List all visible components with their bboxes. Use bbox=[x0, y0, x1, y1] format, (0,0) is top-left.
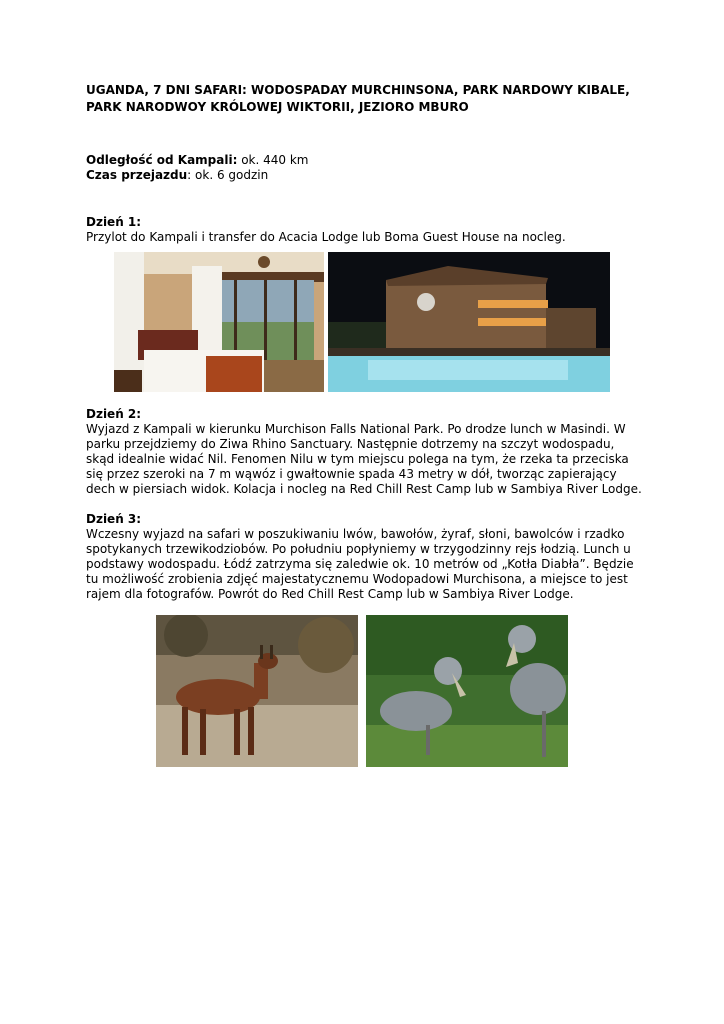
distance-label: Odległość od Kampali: bbox=[86, 153, 238, 167]
document-title: UGANDA, 7 DNI SAFARI: WODOSPADAY MURCHINSONA, PARK NARDOWY KIBALE, PARK NARODWOY KRÓLOWEJ WIKTORII, JEZIORO MBURO bbox=[86, 83, 630, 114]
day-3-photos bbox=[156, 615, 646, 767]
day-1-photos bbox=[114, 252, 646, 392]
day-1-heading: Dzień 1: bbox=[86, 215, 142, 229]
travel-time-line bbox=[86, 168, 646, 183]
distance-value: ok. 440 km bbox=[237, 153, 309, 167]
distance-line bbox=[86, 153, 646, 168]
travel-time-value: : ok. 6 godzin bbox=[187, 168, 269, 182]
day-2-heading: Dzień 2: bbox=[86, 407, 142, 421]
day-1-text: Przylot do Kampali i transfer do Acacia Lodge lub Boma Guest House na nocleg. bbox=[86, 230, 566, 244]
document-page bbox=[86, 82, 646, 767]
lodge-pool-night-photo bbox=[328, 252, 610, 392]
antelope-photo bbox=[156, 615, 358, 767]
travel-time-label: Czas przejazdu bbox=[86, 168, 188, 182]
day-3-text: Wczesny wyjazd na safari w poszukiwaniu lwów, bawołów, żyraf, słoni, bawolców i rzadko spotykanych trzewikodziobów. Po południu popłyniemy w trzygodzinny rejs łodzią. Lunch u podstawy wodospadu. Łódź zatrzyma się zaledwie ok. 10 metrów od „Kotła Diabła”. Będzie tu możliwość zrobienia zdjęć majestatycznemu Wodopadowi Murchisona, a miejsce to jest rajem dla fotografów. Powrót do Red Chill Rest Camp lub w Sambiya River Lodge. bbox=[86, 527, 634, 601]
day-3-heading: Dzień 3: bbox=[86, 512, 142, 526]
hotel-room-photo bbox=[114, 252, 324, 392]
day-2-text: Wyjazd z Kampali w kierunku Murchison Falls National Park. Po drodze lunch w Masindi. W parku przejdziemy do Ziwa Rhino Sanctuary. Następnie dotrzemy na szczyt wodospadu, skąd idealnie widać Nil. Fenomen Nilu w tym miejscu polega na tym, że rzeka ta przeciska się przez szeroki na 7 m wąwóz i gwałtownie spada 43 metry w dół, tworząc zapierający dech w piersiach widok. Kolacja i nocleg na Red Chill Rest Camp lub w Sambiya River Lodge. bbox=[86, 422, 642, 496]
shoebill-photo bbox=[366, 615, 568, 767]
